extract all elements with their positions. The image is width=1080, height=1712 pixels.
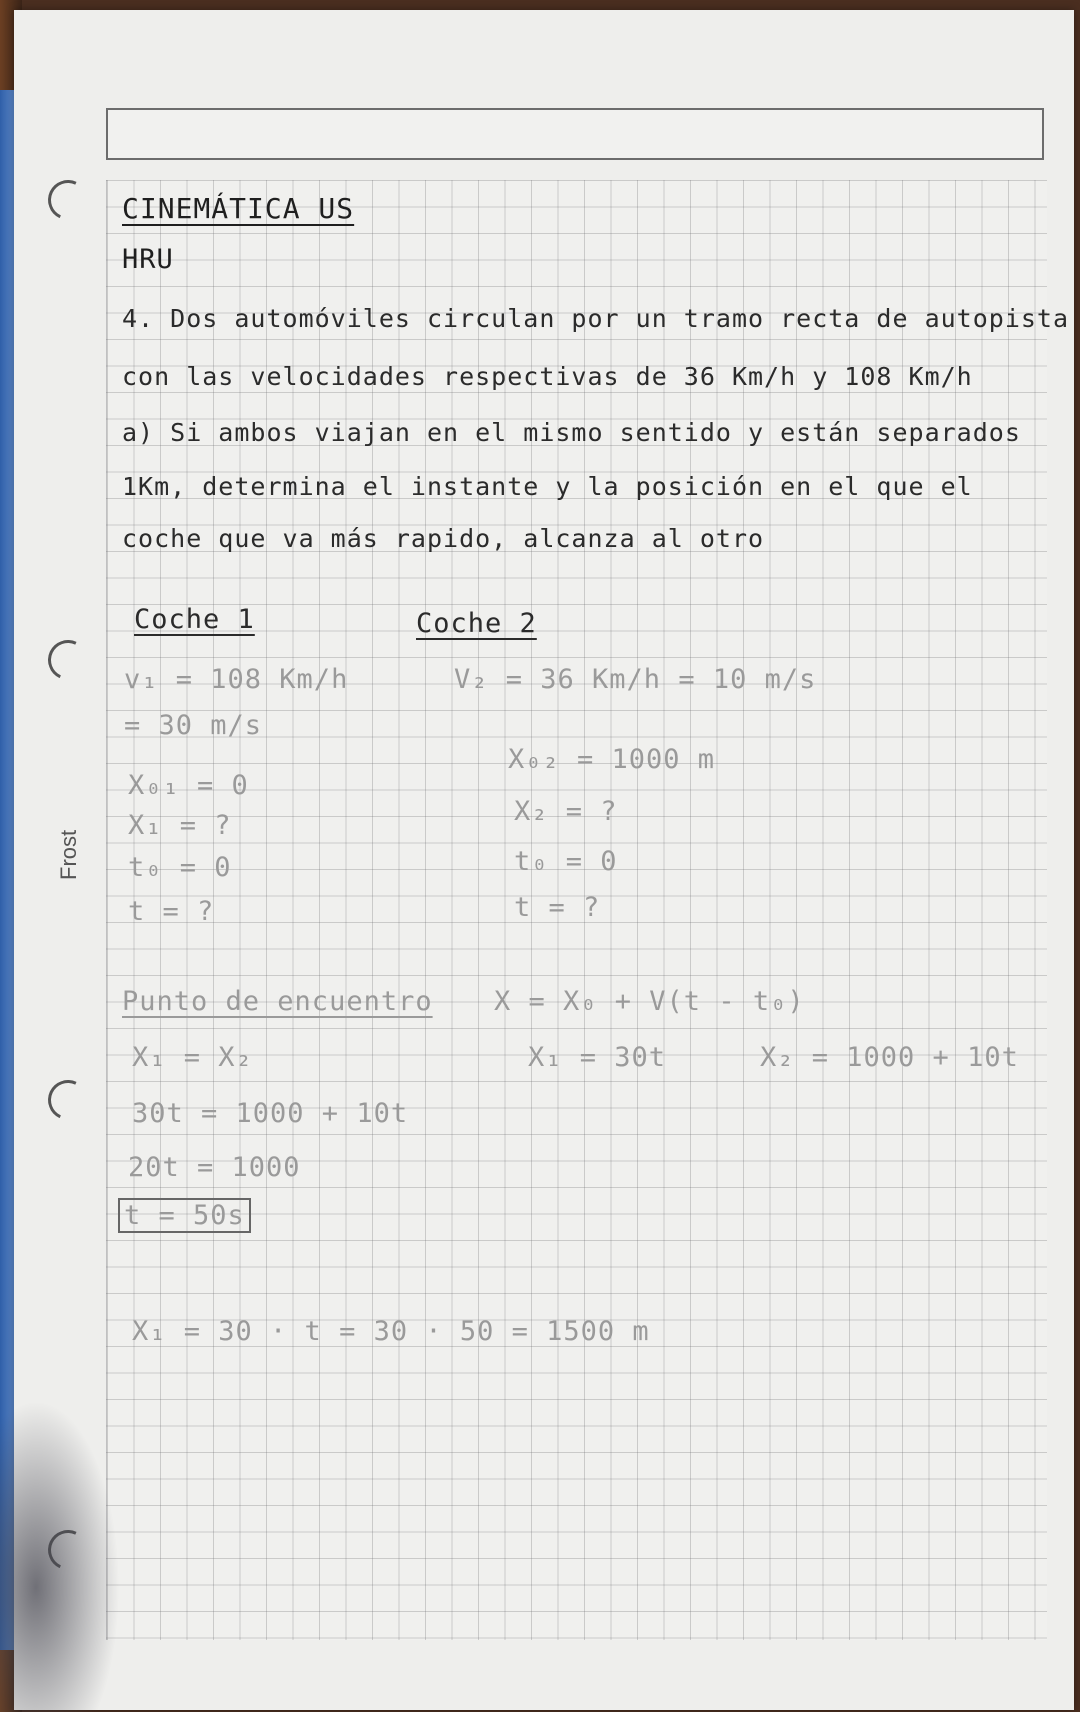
problem-line: 4. Dos automóviles circulan por un tramo recta de autopista (122, 304, 1070, 333)
encuentro-title: Punto de encuentro (122, 986, 433, 1017)
coche1-line: v₁ = 108 Km/h (124, 664, 349, 695)
coche1-line: t₀ = 0 (128, 852, 232, 883)
step-line: 20t = 1000 (128, 1152, 301, 1183)
coche1-line: X₀₁ = 0 (128, 770, 249, 801)
coche2-line: t₀ = 0 (514, 846, 618, 877)
coche1-line: = 30 m/s (124, 710, 263, 741)
page-title: CINEMÁTICA US (122, 192, 355, 225)
problem-line: con las velocidades respectivas de 36 Km/h y 108 Km/h (122, 362, 973, 391)
coche2-line: V₂ = 36 Km/h = 10 m/s (454, 664, 817, 695)
motion-formula: X = X₀ + V(t - t₀) (494, 986, 805, 1017)
coche2-line: t = ? (514, 892, 601, 923)
problem-line: 1Km, determina el instante y la posición en el que el (122, 472, 973, 501)
coche1-title: Coche 1 (134, 604, 255, 635)
coche1-line: X₁ = ? (128, 810, 232, 841)
step-line: X₁ = X₂ (132, 1042, 253, 1073)
coche1-line: t = ? (128, 896, 215, 927)
coche2-line: X₀₂ = 1000 m (508, 744, 716, 775)
step-line: 30t = 1000 + 10t (132, 1098, 409, 1129)
x2-equation: X₂ = 1000 + 10t (760, 1042, 1019, 1073)
x1-equation: X₁ = 30t (528, 1042, 667, 1073)
position-result: X₁ = 30 · t = 30 · 50 = 1500 m (132, 1316, 650, 1347)
topic-label: HRU (122, 244, 174, 275)
hand-shadow (0, 1400, 120, 1712)
result-box: t = 50s (118, 1198, 251, 1233)
brand-label: Frost (56, 829, 81, 880)
coche2-line: X₂ = ? (514, 796, 618, 827)
coche2-title: Coche 2 (416, 608, 537, 639)
header-box (106, 108, 1044, 160)
problem-line: a) Si ambos viajan en el mismo sentido y están separados (122, 418, 1021, 447)
problem-line: coche que va más rapido, alcanza al otro (122, 524, 765, 553)
